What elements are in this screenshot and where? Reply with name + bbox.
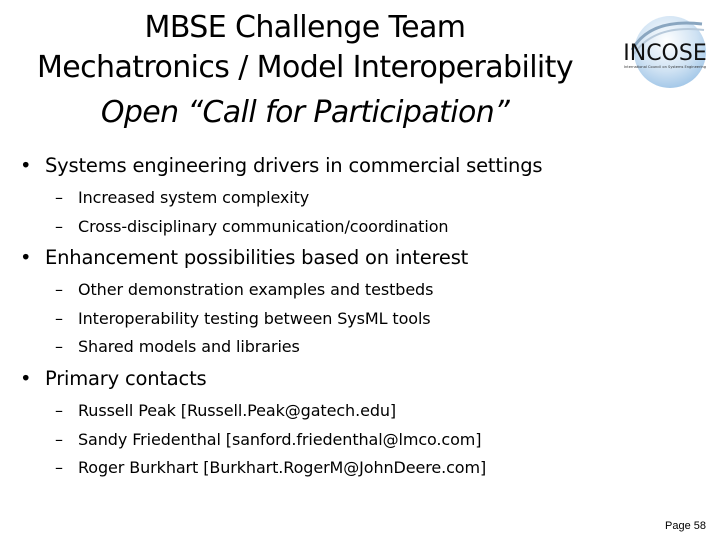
svg-text:INCOSE: INCOSE bbox=[623, 41, 707, 66]
bullet-text: Enhancement possibilities based on interest bbox=[45, 246, 469, 269]
bullet-item bbox=[20, 367, 206, 390]
sub-bullet-text: Roger Burkhart [Burkhart.RogerM@JohnDeere.com] bbox=[78, 458, 487, 477]
sub-bullet-text: Shared models and libraries bbox=[78, 337, 300, 356]
bullet-icon: • bbox=[20, 367, 32, 390]
slide-subtitle: Open “Call for Participation” bbox=[100, 95, 510, 130]
slide-title-line-2: Mechatronics / Model Interoperability bbox=[37, 50, 573, 85]
dash-icon: – bbox=[55, 217, 63, 236]
sub-bullet-text: Russell Peak [Russell.Peak@gatech.edu] bbox=[78, 401, 397, 420]
sub-bullet-item bbox=[55, 430, 481, 449]
incose-logo bbox=[610, 10, 720, 90]
dash-icon: – bbox=[55, 280, 63, 299]
sub-bullet-text: Interoperability testing between SysML tools bbox=[78, 309, 431, 328]
slide-title-line-1: MBSE Challenge Team bbox=[144, 10, 466, 45]
sub-bullet-text: Sandy Friedenthal [sanford.friedenthal@lmco.com] bbox=[78, 430, 482, 449]
sub-bullet-text: Cross-disciplinary communication/coordination bbox=[78, 217, 449, 236]
dash-icon: – bbox=[55, 188, 63, 207]
bullet-text: Primary contacts bbox=[45, 367, 207, 390]
sub-bullet-item bbox=[55, 401, 396, 420]
sub-bullet-item bbox=[55, 458, 486, 477]
sub-bullet-item bbox=[55, 337, 300, 356]
bullet-item bbox=[20, 154, 542, 177]
sub-bullet-text: Other demonstration examples and testbeds bbox=[78, 280, 434, 299]
dash-icon: – bbox=[55, 309, 63, 328]
sub-bullet-item bbox=[55, 309, 431, 328]
dash-icon: – bbox=[55, 458, 63, 477]
sub-bullet-item bbox=[55, 280, 433, 299]
bullet-item bbox=[20, 246, 468, 269]
sub-bullet-item bbox=[55, 188, 309, 207]
bullet-text: Systems engineering drivers in commercial settings bbox=[45, 154, 543, 177]
svg-text:International Council on Syste: International Council on Systems Engineering bbox=[623, 65, 707, 69]
dash-icon: – bbox=[55, 337, 63, 356]
dash-icon: – bbox=[55, 430, 63, 449]
bullet-icon: • bbox=[20, 154, 32, 177]
sub-bullet-text: Increased system complexity bbox=[78, 188, 310, 207]
bullet-icon: • bbox=[20, 246, 32, 269]
sub-bullet-item bbox=[55, 217, 448, 236]
page-number: Page 58 bbox=[665, 520, 706, 532]
dash-icon: – bbox=[55, 401, 63, 420]
